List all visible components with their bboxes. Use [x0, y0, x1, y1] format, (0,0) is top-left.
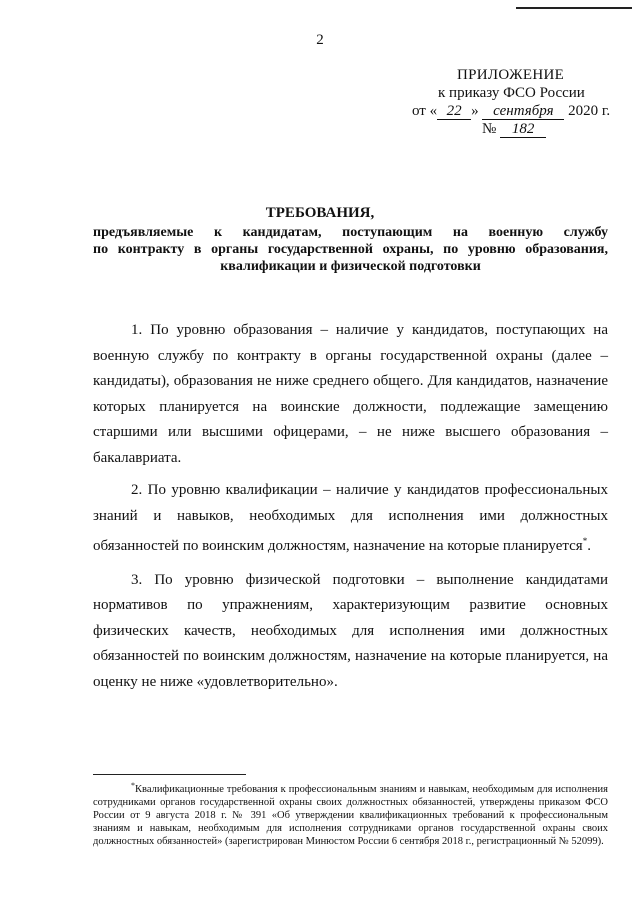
footnote-mark: * — [582, 536, 588, 546]
footnote-marker: * — [131, 781, 135, 790]
date-month: сентября — [482, 104, 564, 120]
paragraph-education: 1. По уровню образования – наличие у кандидатов, поступающих на военную службу по контракту в органы государственной охраны (далее – кандидаты), образования не ниже среднего общего. Для кандидатов, назначение которых планируется на воинские должности, подлежащие замещению старшими или высшими офицерами, – не ниже высшего образования – бакалавриата. — [93, 322, 608, 466]
date-prefix: от « — [412, 103, 438, 119]
footnote-text: Квалификационные требования к профессиональным знаниям и навыкам, необходимым для исполнения сотрудниками органов государственной охраны своих должностных обязанностей, утверждены приказом ФСО России от 9 августа 2018 г. № 391 «Об утверждении квалификационных требований к профессиональным знаниям и навыкам, необходимым для исполнения сотрудниками органов государственной охраны своих должностных обязанностей» (зарегистрирован Минюстом России 6 сентября 2018 г., регистрационный № 52099). — [93, 784, 608, 847]
appendix-block — [400, 66, 630, 138]
appendix-order-ref: к приказу ФСО России — [438, 85, 585, 101]
paragraph-qualification — [93, 478, 608, 560]
date-day: 22 — [437, 104, 471, 120]
subtitle-line: квалификации и физической подготовки — [220, 259, 481, 274]
document-body — [93, 318, 608, 701]
order-number: 182 — [500, 122, 546, 138]
document-title: ТРЕБОВАНИЯ, — [265, 205, 375, 221]
footnote-separator — [93, 774, 246, 775]
document-subtitle — [93, 224, 608, 275]
subtitle-line: предъявляемые к кандидатам, поступающим на военную службу — [93, 225, 608, 240]
top-rule-line — [516, 7, 632, 9]
date-year: 2020 г. — [568, 103, 611, 119]
page-number: 2 — [316, 32, 324, 48]
footnote — [93, 779, 608, 848]
number-prefix: № — [482, 121, 497, 137]
paragraph-text: 2. По уровню квалификации – наличие у кандидатов профессиональных знаний и навыков, необходимых для исполнения ими должностных обязанностей по воинским должностям, назначение на которые планируется — [93, 482, 608, 554]
date-mid: » — [471, 103, 479, 119]
subtitle-line: по контракту в органы государственной охраны, по уровню образования, — [93, 242, 608, 257]
appendix-title: ПРИЛОЖЕНИЕ — [457, 67, 565, 83]
appendix-date — [400, 102, 630, 120]
appendix-number — [400, 120, 630, 138]
paragraph-physical: 3. По уровню физической подготовки – выполнение кандидатами нормативов по упражнениям, характеризующим развитие основных физических качеств, необходимых для исполнения ими должностных обязанностей по воинским должностям, назначение на которые планируется, на оценку не ниже «удовлетворительно». — [93, 571, 608, 690]
paragraph-end: . — [587, 538, 591, 554]
